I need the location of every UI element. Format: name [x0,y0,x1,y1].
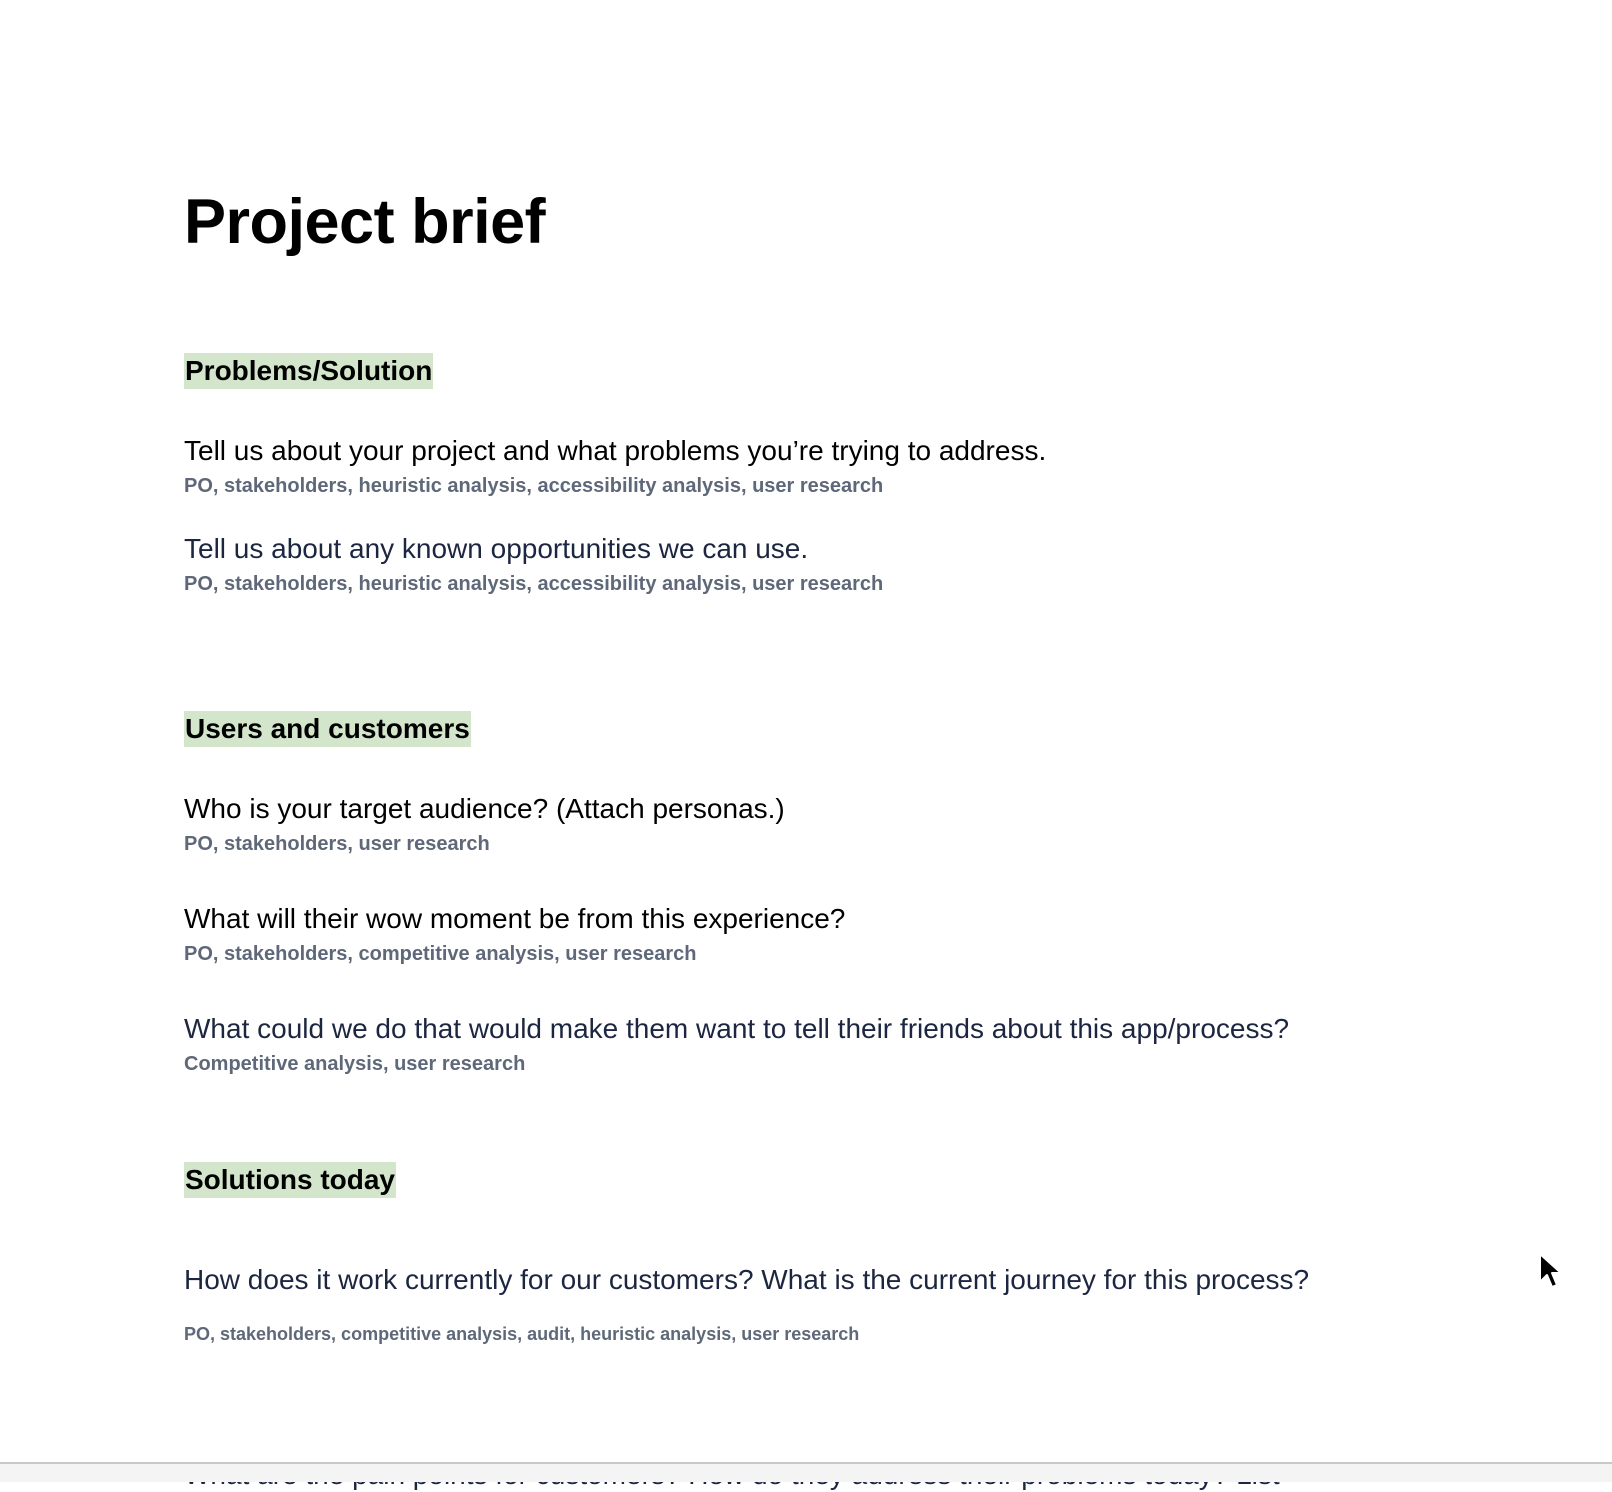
mouse-pointer-icon [1538,1252,1562,1290]
question-text: What will their wow moment be from this experience? [184,903,846,934]
question-sources: Competitive analysis, user research [184,1053,526,1075]
question-sources: PO, stakeholders, heuristic analysis, accessibility analysis, user research [184,475,884,497]
section-heading-solutions-today: Solutions today [184,1162,396,1198]
question-sources: PO, stakeholders, competitive analysis, audit, heuristic analysis, user research [184,1324,860,1344]
question-text: Tell us about any known opportunities we can use. [184,533,809,564]
question-sources: PO, stakeholders, heuristic analysis, accessibility analysis, user research [184,573,884,595]
page-title: Project brief [184,187,546,257]
question-sources: PO, stakeholders, competitive analysis, user research [184,943,697,965]
question-sources: PO, stakeholders, user research [184,833,490,855]
question-text: How does it work currently for our customers? What is the current journey for this process? [184,1264,1310,1295]
question-text: Who is your target audience? (Attach personas.) [184,793,785,824]
page-bottom-edge [0,1462,1612,1482]
section-heading-problems-solution: Problems/Solution [184,353,433,389]
section-heading-users-and-customers: Users and customers [184,711,471,747]
question-text: What could we do that would make them want to tell their friends about this app/process? [184,1013,1290,1044]
question-text: Tell us about your project and what problems you’re trying to address. [184,435,1047,466]
